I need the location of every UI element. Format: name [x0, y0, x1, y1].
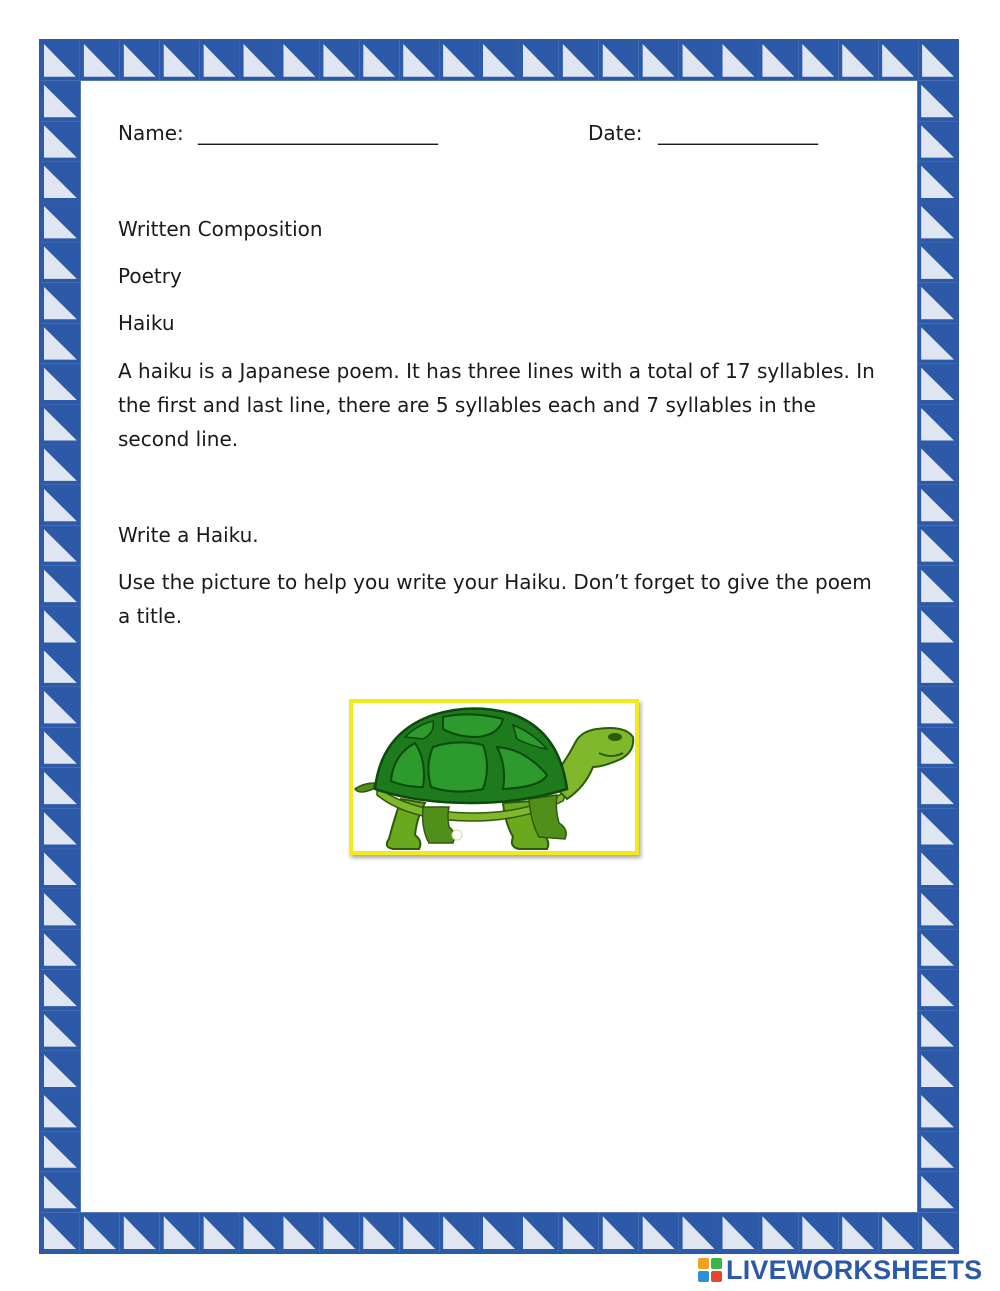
border-tile: [40, 849, 81, 889]
border-tile: [917, 1051, 958, 1091]
border-tile: [599, 40, 639, 81]
border-tile: [917, 768, 958, 808]
border-tile: [719, 1212, 759, 1253]
border-tile: [917, 283, 958, 323]
border-tile: [519, 40, 559, 81]
border-tile: [40, 687, 81, 727]
border-tile: [559, 40, 599, 81]
border-tile: [120, 40, 160, 81]
border-tile: [80, 1212, 120, 1253]
border-tile: [40, 1091, 81, 1131]
border-tile: [639, 40, 679, 81]
border-tile: [240, 40, 280, 81]
border-tile: [917, 606, 958, 646]
name-date-row: [118, 116, 888, 150]
border-tile: [719, 40, 759, 81]
border-tile: [40, 768, 81, 808]
border-tile: [679, 40, 719, 81]
border-tile: [399, 40, 439, 81]
border-tile: [917, 1131, 958, 1171]
task-instruction: Use the picture to help you write your Haiku. Don’t forget to give the poem a title.: [118, 570, 872, 628]
border-tile: [479, 1212, 519, 1253]
border-tile: [279, 40, 319, 81]
border-tile: [917, 687, 958, 727]
border-tile: [40, 647, 81, 687]
border-tile: [917, 121, 958, 161]
border-tile: [160, 1212, 200, 1253]
border-tile: [40, 808, 81, 848]
border-tile: [917, 1091, 958, 1131]
border-tile: [40, 323, 81, 363]
border-tile: [40, 1051, 81, 1091]
border-tile: [838, 1212, 878, 1253]
border-tile: [917, 202, 958, 242]
border-tile: [519, 1212, 559, 1253]
logo-text: LIVEWORKSHEETS: [726, 1254, 983, 1285]
border-tile: [917, 364, 958, 404]
border-tile: [40, 202, 81, 242]
border-tile: [40, 283, 81, 323]
border-tile: [40, 606, 81, 646]
border-tile: [439, 1212, 479, 1253]
border-tile: [917, 1172, 958, 1212]
border-tile: [918, 1212, 958, 1253]
border-tile: [917, 485, 958, 525]
border-tile: [917, 525, 958, 565]
border-tile: [878, 1212, 918, 1253]
border-tile: [40, 1010, 81, 1050]
border-tile: [917, 849, 958, 889]
name-label: Name:: [118, 121, 184, 145]
border-tile: [399, 1212, 439, 1253]
border-tile: [917, 323, 958, 363]
border-tile: [479, 40, 519, 81]
border-tile: [639, 1212, 679, 1253]
border-tile: [40, 162, 81, 202]
topic-heading: Haiku: [118, 311, 175, 335]
border-tile: [160, 40, 200, 81]
border-tile: [599, 1212, 639, 1253]
border-tile: [40, 444, 81, 484]
border-tile: [917, 162, 958, 202]
name-blank-line[interactable]: ________________________: [198, 121, 438, 145]
border-tile: [359, 1212, 399, 1253]
border-tile: [40, 889, 81, 929]
border-tile: [917, 970, 958, 1010]
border-tile: [758, 40, 798, 81]
task-heading: Write a Haiku.: [118, 523, 259, 547]
border-tile: [917, 929, 958, 969]
liveworksheets-logo: [698, 1255, 982, 1285]
logo-blocks-icon: [698, 1258, 722, 1282]
border-tile: [40, 970, 81, 1010]
border-tile: [917, 1010, 958, 1050]
subject-heading: Written Composition: [118, 217, 323, 241]
border-tile: [40, 40, 80, 81]
border-tile: [439, 40, 479, 81]
turtle-icon: [353, 703, 635, 851]
border-tile: [40, 566, 81, 606]
turtle-picture-frame: [349, 699, 639, 855]
border-tile: [40, 1131, 81, 1171]
border-tile: [838, 40, 878, 81]
border-tile: [40, 81, 81, 121]
border-tile: [359, 40, 399, 81]
border-tile: [758, 1212, 798, 1253]
border-tile: [40, 485, 81, 525]
border-tile: [917, 404, 958, 444]
border-tile: [917, 727, 958, 767]
border-tile: [917, 889, 958, 929]
genre-heading: Poetry: [118, 264, 182, 288]
border-tile: [40, 242, 81, 282]
border-tile: [917, 647, 958, 687]
border-tile: [40, 364, 81, 404]
date-blank-line[interactable]: ________________: [658, 121, 818, 145]
border-tile: [200, 1212, 240, 1253]
border-tile: [200, 40, 240, 81]
border-tile: [798, 1212, 838, 1253]
border-tile: [798, 40, 838, 81]
border-tile: [559, 1212, 599, 1253]
haiku-description: A haiku is a Japanese poem. It has three lines with a total of 17 syllables. In the first and last line, there are 5 syllables each and 7 syllables in the second line.: [118, 359, 875, 451]
border-tile: [40, 1212, 80, 1253]
border-tile: [40, 929, 81, 969]
border-tile: [319, 1212, 359, 1253]
border-tile: [120, 1212, 160, 1253]
border-tile: [40, 1172, 81, 1212]
border-tile: [40, 404, 81, 444]
border-tile: [918, 40, 958, 81]
border-tile: [279, 1212, 319, 1253]
border-tile: [917, 566, 958, 606]
border-tile: [40, 121, 81, 161]
border-tile: [40, 727, 81, 767]
border-tile: [917, 242, 958, 282]
border-tile: [319, 40, 359, 81]
border-tile: [917, 808, 958, 848]
border-tile: [917, 81, 958, 121]
date-label: Date:: [588, 121, 643, 145]
border-tile: [917, 444, 958, 484]
border-tile: [240, 1212, 280, 1253]
border-tile: [80, 40, 120, 81]
border-tile: [40, 525, 81, 565]
border-tile: [679, 1212, 719, 1253]
border-tile: [878, 40, 918, 81]
